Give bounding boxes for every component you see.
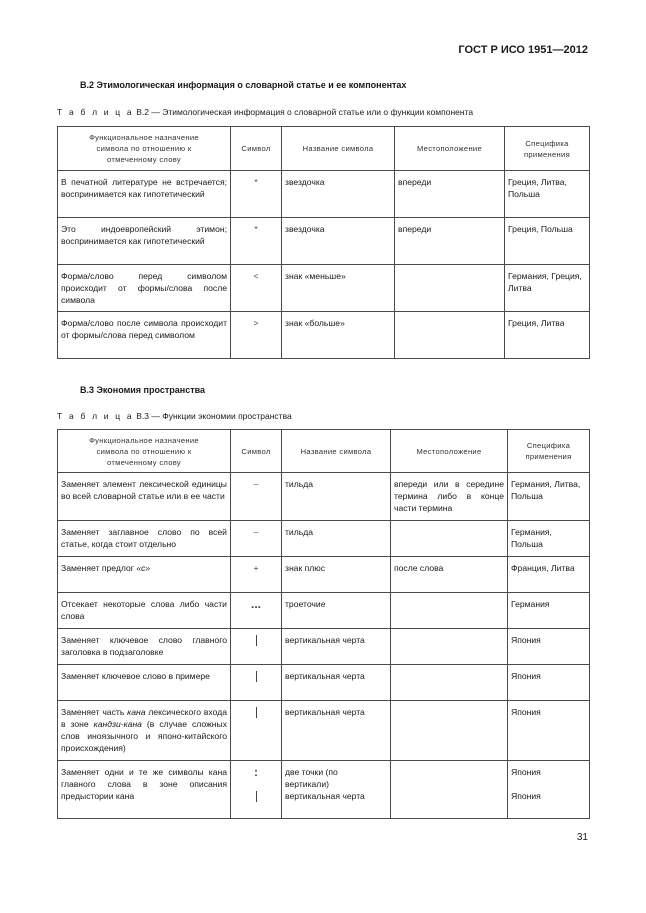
cell-function: Форма/слово перед символом происходит от формы/слова после символа	[58, 265, 231, 312]
cell-symbol	[231, 701, 282, 761]
cell-function: Заменяет заглавное слово по всей статье, когда стоит отдельно	[58, 521, 231, 557]
col-header-location: Местоположение	[391, 430, 508, 473]
cell-function: В печатной литературе не встречается; воспринимается как гипотетический	[58, 171, 231, 218]
function-italic-term: кана	[127, 707, 146, 717]
table-b2	[57, 126, 590, 359]
cell-usage: Франция, Литва	[508, 557, 590, 593]
col-header-symbol-name: Название символа	[282, 127, 395, 171]
col-header-function: Функциональное назначение символа по отношению к отмеченному слову	[58, 127, 231, 171]
table-row	[58, 665, 590, 701]
cell-usage: Греция, Литва	[505, 312, 590, 359]
cell-function: Заменяет одни и те же символы кана главного слова в зоне описания предыстории кана	[58, 761, 231, 819]
cell-usage: Германия, Греция, Литва	[505, 265, 590, 312]
cell-symbol-name: троеточие	[282, 593, 391, 629]
table-row	[58, 629, 590, 665]
cell-usage: Греция, Польша	[505, 218, 590, 265]
page-number: 31	[576, 832, 588, 843]
cell-function: Отсекает некоторые слова либо части слова	[58, 593, 231, 629]
colon-symbol: :	[254, 765, 258, 779]
cell-location	[391, 593, 508, 629]
symbol-name-a: две точки (по вертикали)	[285, 767, 338, 789]
cell-function: Это индоевропейский этимон; воспринимается как гипотетический	[58, 218, 231, 265]
table-b3-caption-text: В.3 — Функции экономии пространства	[136, 411, 292, 421]
cell-symbol-name: знак плюс	[282, 557, 391, 593]
col-header-symbol: Символ	[231, 127, 282, 171]
cell-location	[391, 629, 508, 665]
ellipsis-symbol: ...	[250, 597, 261, 611]
section-b3-title: В.3 Экономия пространства	[80, 385, 206, 395]
cell-symbol-name: тильда	[282, 521, 391, 557]
function-text: лексического входа в зоне	[61, 707, 227, 729]
cell-usage: Германия	[508, 593, 590, 629]
cell-usage: Япония	[508, 701, 590, 761]
cell-function: Заменяет ключевое слово в примере	[58, 665, 231, 701]
cell-symbol-name: звездочка	[282, 218, 395, 265]
table-row	[58, 312, 590, 359]
cell-symbol: *	[231, 218, 282, 265]
symbol-line	[234, 790, 278, 802]
function-text: (в случае сложных слов иноязычного и японо-китайского происхождения)	[61, 719, 227, 753]
cell-symbol-name	[282, 761, 391, 819]
col-header-usage: Специфика применения	[505, 127, 590, 171]
symbol-line	[234, 766, 278, 778]
cell-location	[391, 665, 508, 701]
cell-usage: Япония	[508, 665, 590, 701]
cell-location: впереди	[395, 218, 505, 265]
cell-symbol-name: звездочка	[282, 171, 395, 218]
cell-symbol	[231, 629, 282, 665]
col-header-symbol: Символ	[231, 430, 282, 473]
cell-usage: Япония	[508, 629, 590, 665]
cell-symbol: >	[231, 312, 282, 359]
cell-symbol: +	[231, 557, 282, 593]
cell-usage: Германия, Литва, Польша	[508, 473, 590, 521]
cell-location: после слова	[391, 557, 508, 593]
cell-symbol: –	[231, 473, 282, 521]
table-b2-caption-text: В.2 — Этимологическая информация о словарной статье или о функции компонента	[136, 107, 474, 117]
cell-symbol	[231, 761, 282, 819]
table-row	[58, 701, 590, 761]
cell-usage: Греция, Литва, Польша	[505, 171, 590, 218]
table-row	[58, 265, 590, 312]
function-text: Заменяет предлог	[61, 563, 137, 573]
cell-location: впереди	[395, 171, 505, 218]
col-header-location: Местоположение	[395, 127, 505, 171]
table-b2-caption-prefix: Т а б л и ц а	[57, 107, 134, 117]
vertical-bar-symbol	[256, 791, 257, 802]
symbol-name-b: вертикальная черта	[285, 791, 365, 801]
function-text: Заменяет часть	[61, 707, 128, 717]
cell-function: Заменяет элемент лексической единицы во всей словарной статье или в ее части	[58, 473, 231, 521]
table-b3-caption-prefix: Т а б л и ц а	[57, 411, 134, 421]
cell-location	[395, 265, 505, 312]
cell-symbol-name: знак «больше»	[282, 312, 395, 359]
function-italic-term: «с»	[136, 563, 151, 573]
cell-symbol: *	[231, 171, 282, 218]
cell-usage: Германия, Польша	[508, 521, 590, 557]
table-b3	[57, 429, 590, 819]
cell-location	[391, 701, 508, 761]
table-row	[58, 557, 590, 593]
cell-function	[58, 701, 231, 761]
cell-function	[58, 557, 231, 593]
cell-function: Заменяет ключевое слово главного заголовка в подзаголовке	[58, 629, 231, 665]
cell-symbol: <	[231, 265, 282, 312]
table-b3-caption	[57, 411, 292, 421]
cell-location	[395, 312, 505, 359]
cell-location	[391, 521, 508, 557]
col-header-usage: Специфика применения	[508, 430, 590, 473]
cell-function: Форма/слово после символа происходит от формы/слова перед символом	[58, 312, 231, 359]
cell-symbol	[231, 665, 282, 701]
cell-location	[391, 761, 508, 819]
function-italic-term: кандзи-кана	[93, 719, 142, 729]
cell-symbol	[231, 593, 282, 629]
usage-b: Япония	[511, 791, 541, 801]
vertical-bar-symbol	[256, 707, 257, 718]
table-b2-header-row	[58, 127, 590, 171]
document-standard-header: ГОСТ Р ИСО 1951—2012	[458, 44, 588, 56]
table-row	[58, 473, 590, 521]
cell-symbol: –	[231, 521, 282, 557]
table-b3-header-row	[58, 430, 590, 473]
table-row	[58, 171, 590, 218]
table-row	[58, 593, 590, 629]
vertical-bar-symbol	[256, 671, 257, 682]
col-header-function: Функциональное назначение символа по отношению к отмеченному слову	[58, 430, 231, 473]
table-b2-caption	[57, 107, 473, 117]
cell-symbol-name: вертикальная черта	[282, 701, 391, 761]
table-row	[58, 521, 590, 557]
cell-symbol-name: вертикальная черта	[282, 629, 391, 665]
table-row	[58, 218, 590, 265]
cell-symbol-name: вертикальная черта	[282, 665, 391, 701]
vertical-bar-symbol	[256, 635, 257, 646]
col-header-symbol-name: Название символа	[282, 430, 391, 473]
cell-location: впереди или в середине термина либо в конце части термина	[391, 473, 508, 521]
section-b2-title: В.2 Этимологическая информация о словарной статье и ее компонентах	[80, 80, 407, 90]
cell-usage	[508, 761, 590, 819]
usage-a: Япония	[511, 767, 541, 777]
cell-symbol-name: тильда	[282, 473, 391, 521]
table-row	[58, 761, 590, 819]
cell-symbol-name: знак «меньше»	[282, 265, 395, 312]
